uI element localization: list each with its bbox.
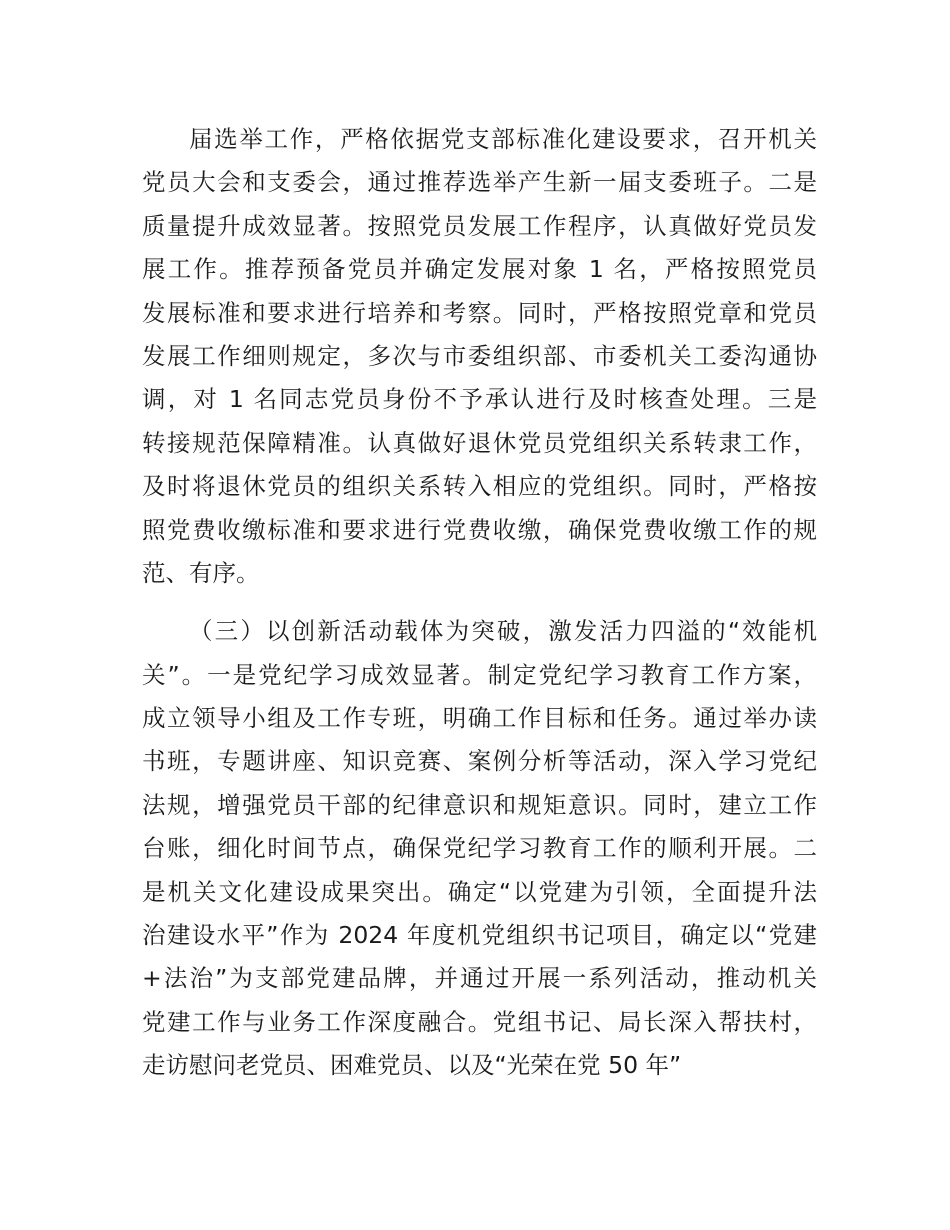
- paragraph-line: 走访慰问老党员、困难党员、以及“光荣在党 50 年”: [142, 1051, 682, 1080]
- paragraph-line: 成立领导小组及工作专班，明确工作目标和任务。通过举办读: [142, 704, 817, 733]
- paragraph-line: 届选举工作，严格依据党支部标准化建设要求，召开机关: [189, 125, 817, 153]
- paragraph-1: [142, 118, 817, 595]
- paragraph-line: 党建工作与业务工作深度融合。党组书记、局长深入帮扶村，: [142, 1007, 817, 1036]
- paragraph-line: 是机关文化建设成果突出。确定“以党建为引领，全面提升法: [142, 877, 817, 906]
- paragraph-line: 法规，增强党员干部的纪律意识和规矩意识。同时，建立工作: [142, 790, 817, 819]
- paragraph-line: （三）以创新活动载体为突破，激发活力四溢的“效能机: [189, 617, 817, 646]
- paragraph-line: 治建设水平”作为 2024 年度机党组织书记项目，确定以“党建: [142, 921, 817, 950]
- paragraph-line: +法治”为支部党建品牌，并通过开展一系列活动，推动机关: [142, 964, 817, 993]
- paragraph-line: 范、有序。: [142, 558, 260, 587]
- paragraph-line: 党员大会和支委会，通过推荐选举产生新一届支委班子。二是: [142, 168, 817, 197]
- paragraph-line: 台账，细化时间节点，确保党纪学习教育工作的顺利开展。二: [142, 834, 817, 863]
- paragraph-line: 发展标准和要求进行培养和考察。同时，严格按照党章和党员: [142, 298, 817, 327]
- paragraph-line: 关”。一是党纪学习成效显著。制定党纪学习教育工作方案，: [142, 660, 817, 689]
- paragraph-2: [142, 610, 817, 1087]
- paragraph-line: 调，对 1 名同志党员身份不予承认进行及时核查处理。三是: [142, 385, 817, 414]
- paragraph-line: 照党费收缴标准和要求进行党费收缴，确保党费收缴工作的规: [142, 515, 817, 544]
- paragraph-line: 转接规范保障精准。认真做好退休党员党组织关系转隶工作，: [142, 428, 817, 457]
- paragraph-line: 展工作。推荐预备党员并确定发展对象 1 名，严格按照党员: [142, 255, 817, 284]
- body-text: [142, 118, 817, 1088]
- paragraph-line: 发展工作细则规定，多次与市委组织部、市委机关工委沟通协: [142, 341, 817, 370]
- paragraph-line: 质量提升成效显著。按照党员发展工作程序，认真做好党员发: [142, 211, 817, 240]
- paragraph-spacer: [142, 595, 817, 610]
- paragraph-line: 书班，专题讲座、知识竞赛、案例分析等活动，深入学习党纪: [142, 747, 817, 776]
- paragraph-line: 及时将退休党员的组织关系转入相应的党组织。同时，严格按: [142, 472, 817, 501]
